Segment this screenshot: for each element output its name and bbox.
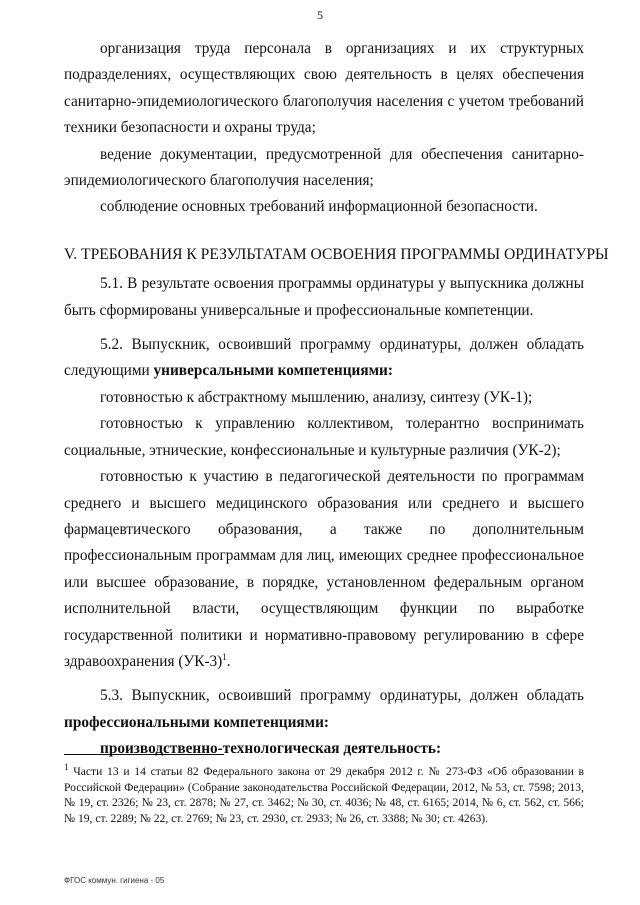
uk-3-item: готовностью к участию в педагогической деятельности по программам среднего и высшего медицинского образования или среднего и высшего фармацевтического образования, а также по дополнительным профессиональным программам для лиц, имеющих среднее профессиональное или высшее образование, в порядке, установленном федеральным органом исполнительной власти, осуществляющим функции по выработке государственной политики и нормативно-правовому регулированию в сфере здравоохранения $(УК-3)^1$. <box>64 468 584 670</box>
section-heading: V. ТРЕБОВАНИЯ К РЕЗУЛЬТАТАМ ОСВОЕНИЯ ПРОГРАММЫ ОРДИНАТУРЫ <box>64 245 609 263</box>
uk-1-item: готовностью к абстрактному мышлению, анализу, синтезу (УК-1); <box>100 388 533 406</box>
paragraph-5-3-text: 5.3. Выпускник, освоивший программу ординатуры, должен обладать <box>100 687 584 705</box>
uk-2-item: готовностью к управлению коллективом, толерантно воспринимать социальные, этнические, конфессиональные и культурные различия (УК-2); <box>64 415 584 459</box>
activity-heading: производственно-технологическая деятельность: <box>100 740 442 758</box>
document-body <box>64 36 609 763</box>
paragraph-documentation: ведение документации, предусмотренной для обеспечения санитарно-эпидемиологического благополучия населения; <box>64 145 584 190</box>
footnote-divider <box>64 754 224 755</box>
page-number: 5 <box>317 8 323 22</box>
paragraph-information-security: соблюдение основных требований информационной безопасности. <box>100 198 538 216</box>
uk-3-text: готовностью к участию в педагогической деятельности по программам среднего и высшего медицинского образования или среднего и высшего фармацевтического образования, а также по дополнительным профессиональным программам для лиц, имеющих среднее профессиональное или высшее образование, в порядке, установленном федеральным органом исполнительной власти, осуществляющим функции по выработке государственной политики и нормативно-правовому регулированию в сфере здравоохранения (УК-3) <box>64 468 584 670</box>
footnote-text: Части 13 и 14 статьи 82 Федерального закона от 29 декабря 2012 г. № 273-ФЗ «Об образовании в Российской Федерации» (Собрание законодательства Российской Федерации, 2012, № 53, ст. 7598; 2013, № 19, ст. 2326; № 23, ст. 2878; № 27, ст. 3462; № 30, ст. 4036; № 48, ст. 6165; 2014, № 6, ст. 562, ст. 566; № 19, ст. 2289; № 22, ст. 2769; № 23, ст. 2930, ст. 2933; № 26, ст. 3388; № 30; ст. 4263). <box>64 765 584 825</box>
paragraph-5-3 <box>64 683 584 736</box>
professional-competencies-term: профессиональными компетенциями: <box>64 713 329 731</box>
paragraph-work-organization: организация труда персонала в организациях и их структурных подразделениях, осуществляющих свою деятельность в целях обеспечения санитарно-эпидемиологического благополучия населения с учетом требований техники безопасности и охраны труда; <box>64 40 584 137</box>
universal-competencies-term: универсальными компетенциями: <box>153 362 393 380</box>
footnote-number: 1 <box>64 762 69 773</box>
paragraph-5-2-text: 5.2. Выпускник, освоивший программу ординатуры, должен обладать следующими <box>64 336 584 380</box>
footnote <box>64 764 584 826</box>
paragraph-5-1: 5.1. В результате освоения программы ординатуры у выпускника должны быть сформированы универсальные и профессиональные компетенции. <box>64 275 584 319</box>
footer-label: ФГОС коммун. гигиена - 05 <box>64 876 165 885</box>
footnote-reference: 1 <box>222 651 227 662</box>
paragraph-5-2 <box>64 332 584 385</box>
